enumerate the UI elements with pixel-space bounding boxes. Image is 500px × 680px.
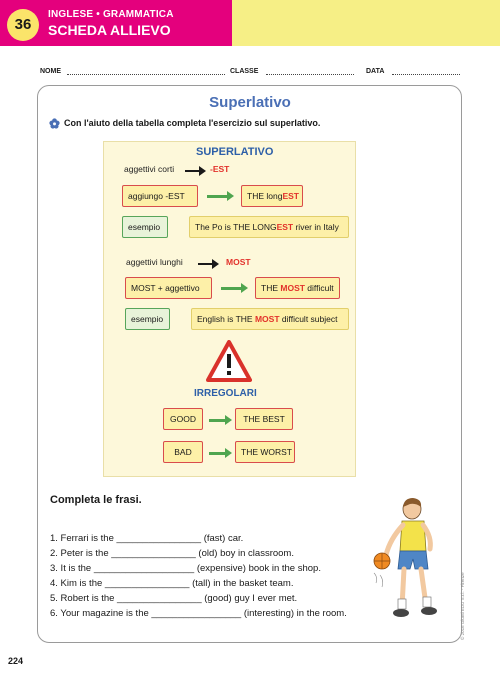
green-arrow-icon [209, 419, 227, 422]
name-label: NOME [40, 68, 61, 75]
rule-add-est: aggiungo -EST [122, 185, 198, 207]
result-highlight: MOST [280, 283, 305, 293]
exercise-heading: Completa le frasi. [50, 494, 142, 506]
example-highlight: MOST [254, 314, 280, 324]
result-text-end: difficult [304, 283, 334, 293]
rule-most-adjective: MOST + aggettivo [125, 277, 212, 299]
result-text: THE long [247, 191, 283, 201]
table-title: SUPERLATIVO [196, 146, 274, 158]
date-label: DATA [366, 68, 385, 75]
example-label-short: esempio [122, 216, 168, 238]
example-sentence-long [191, 308, 349, 330]
name-field[interactable] [67, 74, 225, 75]
example-text: English is THE [197, 314, 255, 324]
irregular-title: IRREGOLARI [194, 388, 257, 399]
instruction [48, 118, 320, 128]
section-title: Superlativo [209, 94, 291, 111]
header-yellow-band [232, 0, 500, 46]
exercise-item[interactable]: 6. Your magazine is the _________________ (interesting) in the room. [50, 608, 347, 619]
est-suffix: -EST [210, 164, 230, 174]
student-info-line [40, 68, 470, 80]
exercise-item[interactable]: 3. It is the ___________________ (expensive) book in the shop. [50, 563, 321, 574]
header-title: SCHEDA ALLIEVO [48, 22, 171, 38]
sheet-number-badge: 36 [7, 9, 39, 41]
basketball-player-illustration [372, 495, 444, 627]
page-number: 224 [8, 656, 24, 666]
example-text-end: river in Italy [293, 222, 339, 232]
long-adjectives-label: aggettivi lunghi [126, 257, 183, 267]
example-text: The Po is THE LONG [195, 222, 277, 232]
header-subtitle: INGLESE • GRAMMATICA [48, 9, 174, 20]
most-keyword: MOST [226, 257, 251, 267]
green-arrow-icon [207, 195, 229, 198]
exercise-item[interactable]: 2. Peter is the ________________ (old) boy in classroom. [50, 548, 294, 559]
copyright-note [460, 530, 470, 640]
date-field[interactable] [392, 74, 460, 75]
example-text-end: difficult subject [279, 314, 338, 324]
right-arrow-icon [198, 263, 215, 265]
example-sentence-short [189, 216, 349, 238]
green-arrow-icon [209, 452, 227, 455]
result-most-difficult [255, 277, 340, 299]
exercise-list [50, 531, 347, 621]
green-arrow-icon [221, 287, 243, 290]
class-label: CLASSE [230, 68, 259, 75]
copyright-text: © 2016 Giunti EDU S.r.l. - Firenze [460, 572, 465, 640]
example-highlight: EST [276, 222, 294, 232]
example-label-long: esempio [125, 308, 170, 330]
short-adjectives-label: aggettivi corti [124, 164, 175, 174]
page-header [0, 0, 500, 46]
result-highlight: EST [282, 191, 299, 201]
irregular-worst: THE WORST [235, 441, 295, 463]
exercise-item[interactable]: 5. Robert is the ________________ (good) guy I ever met. [50, 593, 298, 604]
instruction-text: Con l'aiuto della tabella completa l'esercizio sul superlativo. [64, 118, 321, 128]
warning-icon [206, 340, 252, 382]
exercise-item[interactable]: 1. Ferrari is the ________________ (fast) car. [50, 533, 244, 544]
irregular-best: THE BEST [235, 408, 293, 430]
exercise-item[interactable]: 4. Kim is the ________________ (tall) in the basket team. [50, 578, 294, 589]
irregular-good: GOOD [163, 408, 203, 430]
result-longest [241, 185, 303, 207]
right-arrow-icon [185, 170, 202, 172]
irregular-bad: BAD [163, 441, 203, 463]
result-text: THE [261, 283, 281, 293]
class-field[interactable] [266, 74, 354, 75]
